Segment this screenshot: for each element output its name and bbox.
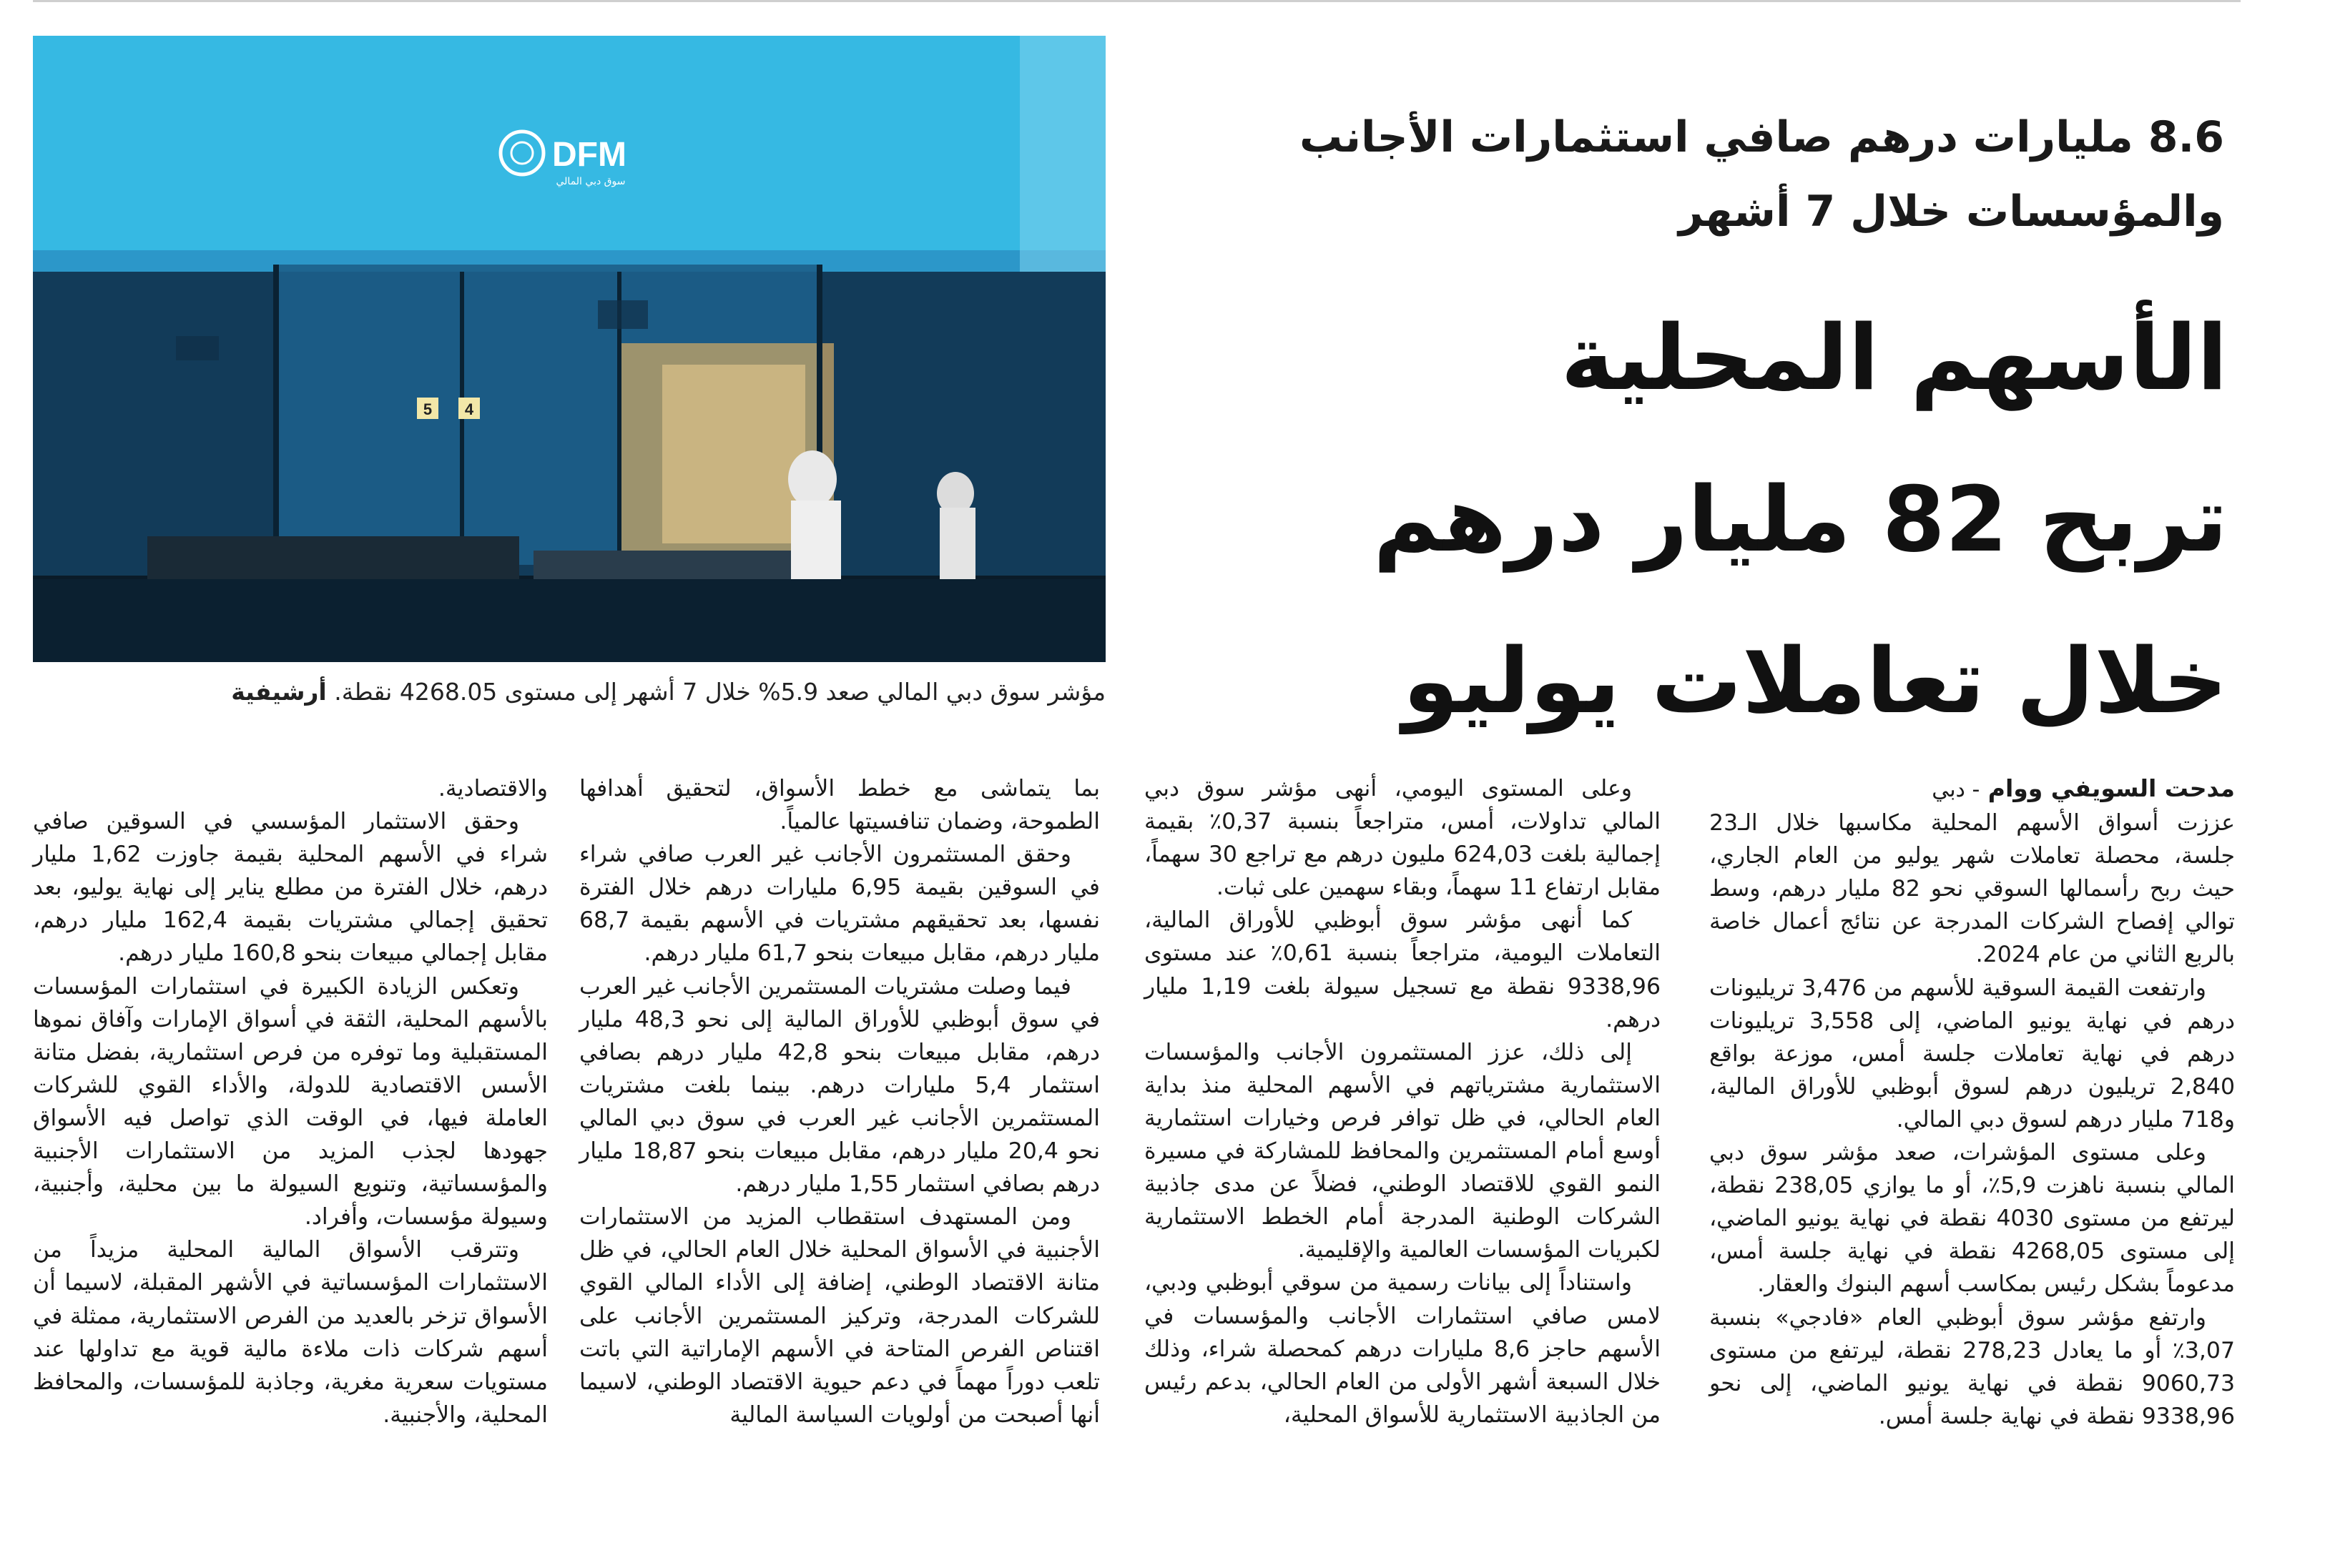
paragraph: إلى ذلك، عزز المستثمرون الأجانب والمؤسسات الاستثمارية مشترياتهم في الأسهم المحلية منذ بداية العام الحالي، في ظل توافر فرص وخيارات استثمارية أوسع أمام المستثمرين والمحافظ للمشاركة في مسيرة النمو القوي للاقتصاد الوطني، فضلاً عن مدى جاذبية الشركات الوطنية المدرجة أمام الخطط الاستثمارية لكبريات المؤسسات العالمية والإقليمية.: [1144, 1039, 1661, 1263]
paragraph: وعلى مستوى المؤشرات، صعد مؤشر سوق دبي المالي بنسبة ناهزت 5,9٪، أو ما يوازي 238,05 نقطة، ليرتفع من مستوى 4030 نقطة في نهاية يونيو الماضي، إلى مستوى 4268,05 نقطة في نهاية جلسة أمس، مدعوماً بشكل رئيس بمكاسب أسهم البنوك والعقار.: [1709, 1140, 2236, 1298]
kicker-line-1: 8.6 مليارات درهم صافي استثمارات الأجانب: [1299, 112, 2224, 162]
paragraph: وارتفع مؤشر سوق أبوظبي العام «فادجي» بنسبة 3,07٪ أو ما يعادل 278,23 نقطة، ليرتفع من مستوى 9060,73 نقطة في نهاية يونيو الماضي، إلى نحو 9338,96 نقطة في نهاية جلسة أمس.: [1709, 1304, 2235, 1429]
paragraph: بما يتماشى مع خطط الأسواق، لتحقيق أهدافها الطموحة، وضمان تنافسيتها عالمياً.: [579, 776, 1100, 835]
paragraph: وعلى المستوى اليومي، أنهى مؤشر سوق دبي المالي تداولات، أمس، متراجعاً بنسبة 0,37٪ بقيمة إجمالية بلغت 624,03 مليون درهم مع تراجع 30 سهماً، مقابل ارتفاع 11 سهماً، وبقاء سهمين على ثبات.: [1144, 776, 1661, 901]
article-column-4: [33, 772, 548, 1431]
article-photo: [33, 36, 1106, 662]
dfm-sign-text: DFM: [552, 136, 626, 174]
caption-text: مؤشر سوق دبي المالي صعد 5.9% خلال 7 أشهر إلى مستوى 4268.05 نقطة.: [334, 678, 1106, 706]
top-rule: [33, 0, 2241, 9]
paragraph: عززت أسواق الأسهم المحلية مكاسبها خلال الـ23 جلسة، محصلة تعاملات شهر يوليو من العام الجاري، حيث ربح رأسمالها السوقي نحو 82 مليار درهم، وسط توالي إفصاح الشركات المدرجة عن نتائج أعمال خاصة بالربع الثاني من عام 2024.: [1709, 810, 2235, 968]
headline-line-2: تربح 82 مليار درهم: [1373, 467, 2228, 572]
kicker-line-2: والمؤسسات خلال 7 أشهر: [1678, 187, 2224, 237]
paragraph: والاقتصادية.: [438, 776, 548, 802]
byline-author: مدحت السويفي ووام: [1987, 774, 2235, 802]
article-column-1: [1709, 772, 2235, 1433]
byline: [1709, 772, 2235, 807]
paragraph: ومن المستهدف استقطاب المزيد من الاستثمارات الأجنبية في الأسواق المحلية خلال العام الحالي، في ظل متانة الاقتصاد الوطني، إضافة إلى الأداء المالي القوي للشركات المدرجة، وتركيز المستثمرين الأجانب على اقتناص الفرص المتاحة في الأسهم الإماراتية التي باتت تلعب دوراً مهماً في دعم حيوية الاقتصاد الوطني، لاسيما أنها أصبحت من أولويات السياسة المالية: [579, 1204, 1100, 1428]
headline-line-3: خلال تعاملات يوليو: [1402, 628, 2228, 734]
paragraph: فيما وصلت مشتريات المستثمرين الأجانب غير العرب في سوق أبوظبي للأوراق المالية إلى نحو 48,3 مليار درهم، مقابل مبيعات بنحو 42,8 مليار درهم بصافي استثمار 5,4 مليارات درهم. بينما بلغت مشتريات المستثمرين الأجانب غير العرب في سوق دبي المالي نحو 20,4 مليار درهم، مقابل مبيعات بنحو 18,87 مليار درهم بصافي استثمار 1,55 مليار درهم.: [579, 973, 1100, 1198]
dfm-trading-floor-illustration: [33, 36, 1106, 662]
main-headline: [1173, 277, 2228, 762]
photo-caption: [33, 676, 1106, 708]
bay-number-4: 4: [464, 400, 474, 418]
paragraph: وتعكس الزيادة الكبيرة في استثمارات المؤسسات بالأسهم المحلية، الثقة في أسواق الإمارات وآفاق نموها المستقبلية وما توفره من فرص استثمارية، بفضل متانة الأسس الاقتصادية للدولة، والأداء القوي للشركات العاملة فيها، في الوقت الذي تواصل فيه الأسواق جهودها لجذب المزيد من الاستثمارات الأجنبية والمؤسساتية، وتنويع السيولة ما بين محلية، وأجنبية، وسيولة مؤسسات، وأفراد.: [33, 973, 548, 1231]
paragraph: كما أنهى مؤشر سوق أبوظبي للأوراق المالية، التعاملات اليومية، متراجعاً بنسبة 0,61٪ عند مستوى 9338,96 نقطة مع تسجيل سيولة بلغت 1,19 مليار درهم.: [1144, 907, 1661, 1032]
paragraph: وتترقب الأسواق المالية المحلية مزيداً من الاستثمارات المؤسساتية في الأشهر المقبلة، لاسيما أن الأسواق تزخر بالعديد من الفرص الاستثمارية، ممثلة في أسهم شركات ذات ملاءة مالية قوية مع تداولها عند مستويات سعرية مغرية، وجاذبة للمؤسسات، والمحافظ المحلية، والأجنبية.: [33, 1237, 548, 1428]
kicker-headline: [1173, 100, 2224, 249]
article-column-2: [1144, 772, 1661, 1431]
paragraph: واستناداً إلى بيانات رسمية من سوقي أبوظبي ودبي، لامس صافي استثمارات الأجانب والمؤسسات في الأسهم حاجز 8,6 مليارات درهم كمحصلة شراء، وذلك خلال السبعة أشهر الأولى من العام الحالي، بدعم رئيس من الجاذبية الاستثمارية للأسواق المحلية،: [1144, 1270, 1661, 1428]
headline-line-1: الأسهم المحلية: [1560, 305, 2228, 410]
paragraph: وحقق الاستثمار المؤسسي في السوقين صافي شراء في الأسهم المحلية بقيمة جاوزت 1,62 مليار درهم، خلال الفترة من مطلع يناير إلى نهاية يوليو، بعد تحقيق إجمالي مشتريات بقيمة 162,4 مليار درهم، مقابل إجمالي مبيعات بنحو 160,8 مليار درهم.: [33, 809, 549, 967]
dfm-sign-subtext: سوق دبي المالي: [556, 176, 626, 187]
bay-number-5: 5: [423, 400, 433, 418]
caption-credit: أرشيفية: [231, 678, 327, 706]
paragraph: وحقق المستثمرون الأجانب غير العرب صافي شراء في السوقين بقيمة 6,95 مليارات درهم خلال الفترة نفسها، بعد تحقيقهم مشتريات في الأسهم بقيمة 68,7 مليار درهم، مقابل مبيعات بنحو 61,7 مليار درهم.: [579, 842, 1100, 967]
paragraph: وارتفعت القيمة السوقية للأسهم من 3,476 تريليونات درهم في نهاية يونيو الماضي، إلى 3,558 تريليونات درهم في نهاية تعاملات جلسة أمس، موزعة بواقع 2,840 تريليون درهم لسوق أبوظبي للأوراق المالية، و718 مليار درهم لسوق دبي المالي.: [1709, 975, 2236, 1133]
article-column-3: [579, 772, 1100, 1431]
byline-place: - دبي: [1932, 777, 1980, 802]
